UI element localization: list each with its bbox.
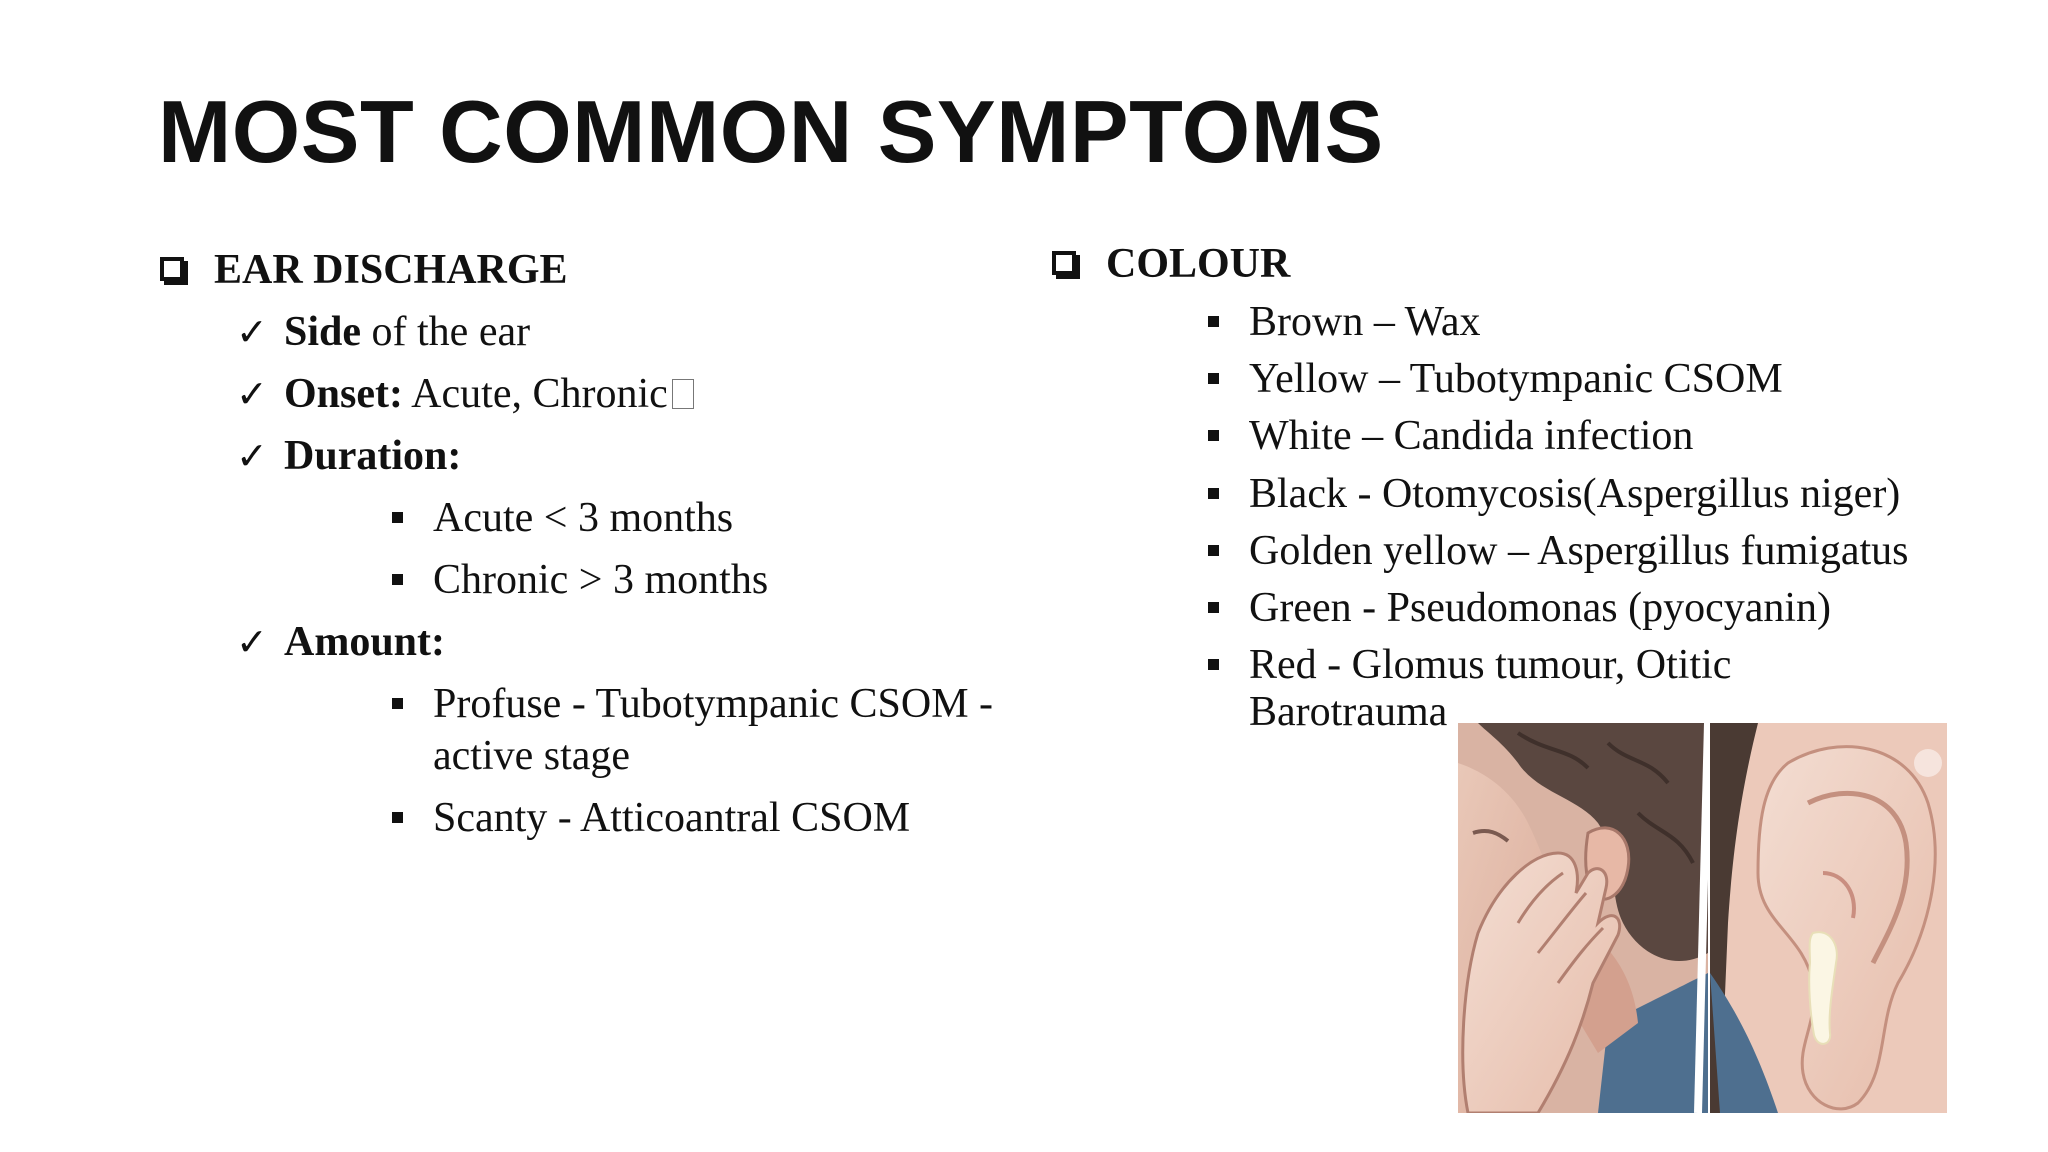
colour-item-text: White – Candida infection xyxy=(1249,413,1694,459)
colour-heading-row xyxy=(1052,240,1290,288)
colour-item-text: Red - Glomus tumour, Otitic xyxy=(1249,642,1732,688)
ear-discharge-illustration-art xyxy=(1458,723,1947,1113)
square-bullet-icon xyxy=(392,512,403,523)
side-item xyxy=(236,308,530,357)
checkmark-icon: ✓ xyxy=(236,312,268,354)
colour-item-text: Black - Otomycosis(Aspergillus niger) xyxy=(1249,471,1901,517)
colour-item xyxy=(1208,584,1831,632)
colour-item-text: Brown – Wax xyxy=(1249,299,1481,345)
onset-item xyxy=(236,370,694,419)
square-bullet-icon xyxy=(1208,373,1219,384)
checkbox-bullet-icon xyxy=(160,257,184,281)
onset-text: Acute, Chronic xyxy=(403,371,668,417)
square-bullet-icon xyxy=(392,574,403,585)
side-text: of the ear xyxy=(361,309,531,355)
colour-item xyxy=(1208,412,1693,460)
amount-profuse-text: Profuse - Tubotympanic CSOM - xyxy=(433,681,994,727)
colour-item xyxy=(1208,470,1900,518)
onset-label: Onset: xyxy=(284,371,403,417)
colour-item-text: Golden yellow – Aspergillus fumigatus xyxy=(1249,528,1909,574)
square-bullet-icon xyxy=(1208,545,1219,556)
square-bullet-icon xyxy=(1208,488,1219,499)
colour-item-text: Yellow – Tubotympanic CSOM xyxy=(1249,356,1783,402)
square-bullet-icon xyxy=(1208,430,1219,441)
colour-item xyxy=(1208,641,1731,689)
checkmark-icon: ✓ xyxy=(236,436,268,478)
amount-scanty-text: Scanty - Atticoantral CSOM xyxy=(433,795,911,841)
colour-heading: COLOUR xyxy=(1106,241,1291,287)
square-bullet-icon xyxy=(1208,602,1219,613)
duration-acute-text: Acute < 3 months xyxy=(433,495,734,541)
amount-profuse-continuation: active stage xyxy=(433,733,631,779)
square-bullet-icon xyxy=(1208,659,1219,670)
square-bullet-icon xyxy=(1208,316,1219,327)
colour-item-text: Green - Pseudomonas (pyocyanin) xyxy=(1249,585,1832,631)
slide-title: MOST COMMON SYMPTOMS xyxy=(158,82,1384,181)
missing-glyph-icon xyxy=(672,379,694,409)
duration-chronic xyxy=(392,556,768,604)
duration-label: Duration: xyxy=(284,433,462,479)
square-bullet-icon xyxy=(392,812,403,823)
amount-item xyxy=(236,618,445,667)
amount-profuse xyxy=(392,680,993,728)
amount-label: Amount: xyxy=(284,619,446,665)
checkmark-icon: ✓ xyxy=(236,374,268,416)
ear-discharge-illustration xyxy=(1458,723,1947,1113)
checkbox-bullet-icon xyxy=(1052,251,1076,275)
square-bullet-icon xyxy=(392,698,403,709)
side-label: Side xyxy=(284,309,362,355)
duration-item xyxy=(236,432,461,481)
duration-acute xyxy=(392,494,733,542)
colour-item xyxy=(1208,298,1481,346)
ear-discharge-heading: EAR DISCHARGE xyxy=(214,247,568,293)
ear-discharge-heading-row xyxy=(160,246,568,294)
amount-scanty xyxy=(392,794,910,842)
colour-item xyxy=(1208,527,1909,575)
colour-item xyxy=(1208,355,1783,403)
duration-chronic-text: Chronic > 3 months xyxy=(433,557,769,603)
checkmark-icon: ✓ xyxy=(236,622,268,664)
colour-item-continuation: Barotrauma xyxy=(1249,689,1448,735)
